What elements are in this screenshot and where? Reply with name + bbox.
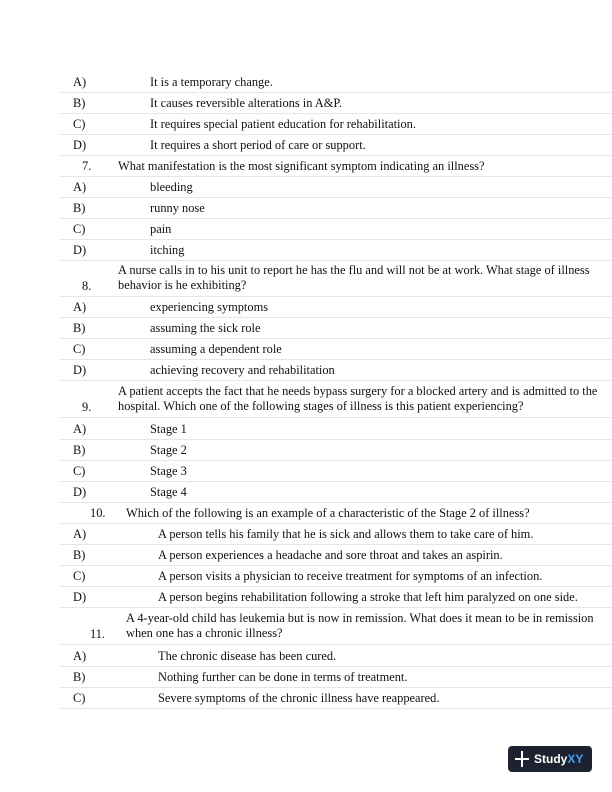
answer-row <box>60 93 612 114</box>
answer-text: Stage 3 <box>150 464 187 478</box>
answer-letter: A) <box>73 180 87 194</box>
question-text <box>118 384 597 414</box>
question-text: What manifestation is the most significant symptom indicating an illness? <box>118 159 485 173</box>
answer-text: Stage 1 <box>150 422 187 436</box>
question-row <box>60 609 612 645</box>
question-line: behavior is he exhibiting? <box>118 278 247 292</box>
question-text <box>118 263 590 293</box>
question-row <box>60 156 612 177</box>
question-row <box>60 503 612 524</box>
answer-letter: D) <box>73 243 87 257</box>
question-number: 9. <box>82 400 92 414</box>
answer-row <box>60 524 612 545</box>
answer-letter: C) <box>73 117 86 131</box>
question-row <box>60 261 612 297</box>
answer-row <box>60 360 612 381</box>
answer-letter: C) <box>73 222 86 236</box>
answer-letter: A) <box>73 649 87 663</box>
answer-row <box>60 297 612 318</box>
answer-row <box>60 482 612 503</box>
question-number: 10. <box>90 506 106 520</box>
answer-text: Nothing further can be done in terms of treatment. <box>158 670 408 684</box>
answer-letter: C) <box>73 691 86 705</box>
question-number: 11. <box>90 627 106 641</box>
answer-letter: C) <box>73 464 86 478</box>
answer-text: A person begins rehabilitation following a stroke that left him paralyzed on one side. <box>158 590 578 604</box>
answer-row <box>60 114 612 135</box>
answer-letter: A) <box>73 300 87 314</box>
answer-letter: B) <box>73 548 86 562</box>
answer-row <box>60 440 612 461</box>
answer-text: Stage 2 <box>150 443 187 457</box>
answer-letter: D) <box>73 363 87 377</box>
question-number: 8. <box>82 279 92 293</box>
answer-letter: B) <box>73 443 86 457</box>
answer-text: It requires special patient education for rehabilitation. <box>150 117 416 131</box>
answer-row <box>60 198 612 219</box>
question-line: hospital. Which one of the following stages of illness is this patient experiencing? <box>118 399 524 413</box>
answer-text: A person tells his family that he is sick and allows them to take care of him. <box>158 527 534 541</box>
answer-row <box>60 339 612 360</box>
answer-letter: D) <box>73 590 87 604</box>
answer-letter: C) <box>73 342 86 356</box>
answer-text: achieving recovery and rehabilitation <box>150 363 335 377</box>
answer-text: A person experiences a headache and sore throat and takes an aspirin. <box>158 548 503 562</box>
studyxy-logo-text <box>534 752 583 766</box>
question-line: A nurse calls in to his unit to report he has the flu and will not be at work. What stage of illness <box>118 263 590 277</box>
answer-letter: A) <box>73 75 87 89</box>
brand-suffix: XY <box>567 752 584 766</box>
answer-letter: B) <box>73 670 86 684</box>
answer-letter: C) <box>73 569 86 583</box>
answer-row <box>60 646 612 667</box>
answer-row <box>60 219 612 240</box>
answer-row <box>60 461 612 482</box>
answer-row <box>60 566 612 587</box>
answer-row <box>60 240 612 261</box>
answer-text: bleeding <box>150 180 193 194</box>
question-text: Which of the following is an example of a characteristic of the Stage 2 of illness? <box>126 506 530 520</box>
question-text <box>126 611 594 641</box>
answer-text: It causes reversible alterations in A&P. <box>150 96 343 110</box>
answer-letter: A) <box>73 527 87 541</box>
studyxy-badge[interactable] <box>508 746 592 772</box>
answer-row <box>60 177 612 198</box>
answer-text: A person visits a physician to receive treatment for symptoms of an infection. <box>158 569 543 583</box>
answer-text: It is a temporary change. <box>150 75 273 89</box>
question-line: A 4-year-old child has leukemia but is now in remission. What does it mean to be in remission <box>126 611 594 625</box>
answer-letter: D) <box>73 485 87 499</box>
answer-text: assuming the sick role <box>150 321 261 335</box>
answer-text: runny nose <box>150 201 205 215</box>
answer-letter: D) <box>73 138 87 152</box>
answer-text: The chronic disease has been cured. <box>158 649 337 663</box>
answer-text: Stage 4 <box>150 485 187 499</box>
answer-row <box>60 667 612 688</box>
answer-text: assuming a dependent role <box>150 342 282 356</box>
answer-row <box>60 318 612 339</box>
answer-text: Severe symptoms of the chronic illness have reappeared. <box>158 691 440 705</box>
answer-letter: B) <box>73 321 86 335</box>
brand-prefix: Study <box>534 752 568 766</box>
answer-letter: B) <box>73 96 86 110</box>
answer-row <box>60 545 612 566</box>
answer-text: itching <box>150 243 185 257</box>
answer-letter: A) <box>73 422 87 436</box>
answer-row <box>60 135 612 156</box>
question-row <box>60 382 612 418</box>
answer-letter: B) <box>73 201 86 215</box>
question-line: A patient accepts the fact that he needs bypass surgery for a blocked artery and is admitted to the <box>118 384 598 398</box>
answer-row <box>60 587 612 608</box>
answer-row <box>60 72 612 93</box>
plus-icon <box>515 750 529 768</box>
answer-row <box>60 688 612 709</box>
answer-text: It requires a short period of care or support. <box>150 138 366 152</box>
answer-row <box>60 419 612 440</box>
question-number: 7. <box>82 159 92 173</box>
answer-text: pain <box>150 222 172 236</box>
question-line: when one has a chronic illness? <box>126 626 283 640</box>
answer-text: experiencing symptoms <box>150 300 269 314</box>
